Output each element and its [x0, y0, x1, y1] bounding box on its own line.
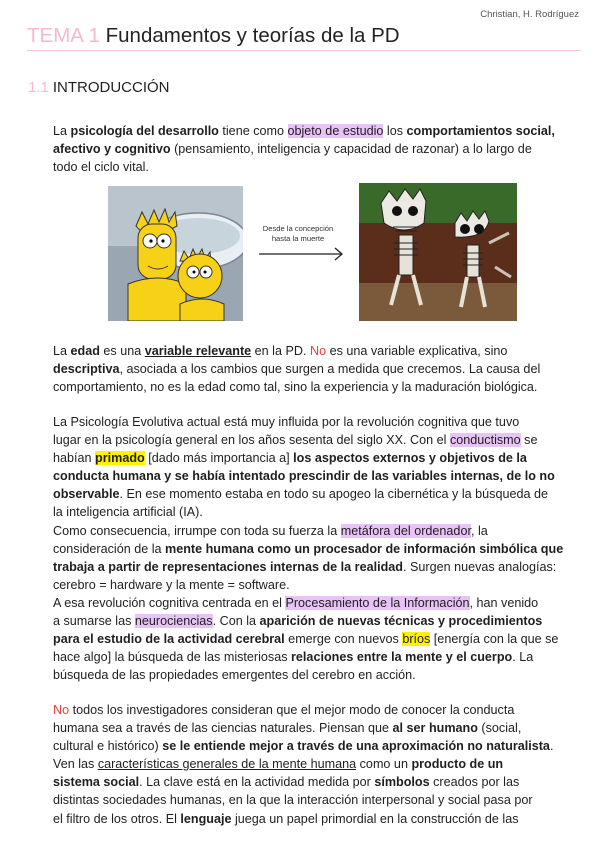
- text-line: descriptiva, asociada a los cambios que surgen a medida que crecemos. La causa del: [53, 362, 541, 377]
- title-number: TEMA 1: [27, 24, 100, 47]
- text-line: Como consecuencia, irrumpe con toda su fuerza la metáfora del ordenador, la: [53, 523, 488, 538]
- text-line: La psicología del desarrollo tiene como objeto de estudio los comportamientos social,: [53, 124, 555, 138]
- section-heading: [28, 79, 170, 96]
- text-line: conducta humana y se había intentado prescindir de las variables internas, de lo no: [53, 469, 555, 484]
- arrow-caption: [252, 224, 344, 244]
- text-line: distintas sociedades humanas, en la que la interacción interpersonal y social pasa por: [53, 793, 533, 808]
- text-line: a sumarse las neurociencias. Con la aparición de nuevas técnicas y procedimientos: [53, 614, 543, 629]
- simpsons-babies-illustration: [108, 186, 243, 321]
- text-line: para el estudio de la actividad cerebral emerge con nuevos bríos [energía con la que se: [53, 632, 559, 647]
- text-line: trabaja a partir de representaciones internas de la realidad. Surgen nuevas analogías:: [53, 559, 557, 574]
- text-line: sistema social. La clave está en la actividad medida por símbolos creados por las: [53, 775, 520, 790]
- author-name: Christian, H. Rodríguez: [480, 9, 579, 20]
- arrow-caption-line: hasta la muerte: [271, 234, 325, 243]
- text-line: comportamiento, no es la edad como tal, sino la experiencia y la maduración biológica.: [53, 380, 538, 395]
- text-line: hace algo] la búsqueda de las misteriosas relaciones entre la mente y el cuerpo. La: [53, 650, 534, 665]
- paragraph-cognitive-revolution: [53, 413, 573, 684]
- text-line: consideración de la mente humana como un procesador de información simbólica que: [53, 541, 564, 556]
- text-line: observable. En ese momento estaba en todo su apogeo la cibernética y la búsqueda de: [53, 487, 548, 502]
- text-line: cultural e histórico) se le entiende mejor a través de una aproximación no naturalista.: [53, 739, 554, 754]
- text-line: habían primado [dado más importancia a] los aspectos externos y objetivos de la: [53, 451, 527, 466]
- text-line: cerebro = hardware y la mente = software.: [53, 577, 290, 592]
- section-title: INTRODUCCIÓN: [52, 79, 170, 96]
- paragraph-age: [53, 342, 573, 396]
- text-line: el filtro de los otros. El lenguaje juega un papel primordial en la construcción de las: [53, 811, 519, 826]
- page-title: [27, 24, 581, 51]
- text-line: La edad es una variable relevante en la PD. No es una variable explicativa, sino: [53, 344, 508, 358]
- text-line: afectivo y cognitivo (pensamiento, inteligencia y capacidad de razonar) a lo largo de: [53, 142, 532, 157]
- text-line: lugar en la psicología general en los años sesenta del siglo XX. Con el conductismo se: [53, 433, 538, 448]
- text-line: A esa revolución cognitiva centrada en el Procesamiento de la Información, han venido: [53, 595, 539, 610]
- text-line: No todos los investigadores consideran que el mejor modo de conocer la conducta: [53, 703, 515, 717]
- title-text: Fundamentos y teorías de la PD: [105, 24, 400, 47]
- text-line: La Psicología Evolutiva actual está muy influida por la revolución cognitiva que tuvo: [53, 415, 520, 429]
- arrow-caption-line: Desde la concepción: [262, 224, 334, 233]
- paragraph-intro: [53, 122, 573, 176]
- section-number: 1.1: [28, 79, 49, 96]
- text-line: búsqueda de las propiedades emergentes del cerebro en acción.: [53, 668, 416, 683]
- text-line: todo el ciclo vital.: [53, 160, 149, 175]
- skeletons-illustration: [359, 183, 517, 321]
- paragraph-non-naturalist: [53, 701, 573, 828]
- text-line: la inteligencia artificial (IA).: [53, 505, 203, 520]
- text-line: humana sea a través de las ciencias naturales. Piensan que al ser humano (social,: [53, 721, 522, 736]
- text-line: Ven las características generales de la mente humana como un producto de un: [53, 757, 504, 772]
